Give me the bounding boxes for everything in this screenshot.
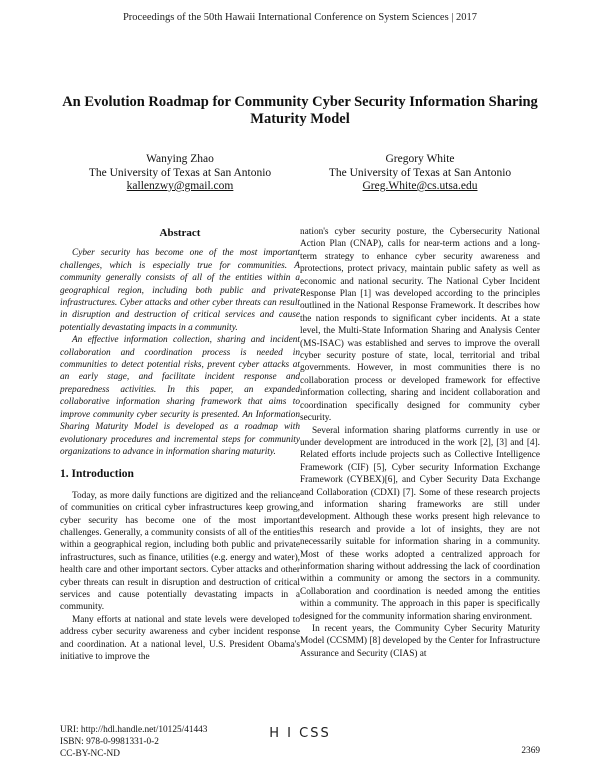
author-affiliation: The University of Texas at San Antonio: [328, 166, 512, 179]
abstract-paragraph: Cyber security has become one of the most important challenges, which is especially true for communities. A community generally consists of all of the entities within a geographical region, including both public and private infrastructures. Cyber attacks and other cyber threats can result in disruption and destruction of critical services and cause potentially devastating impacts in a community.: [60, 248, 300, 333]
author-affiliation: The University of Texas at San Antonio: [88, 166, 272, 179]
author-email[interactable]: kallenzwy@gmail.com: [126, 180, 234, 192]
footer-license: CC-BY-NC-ND: [60, 749, 120, 760]
body-paragraph: Many efforts at national and state levels were developed to address cyber security awareness and cyber incident response and coordination. At a national level, U.S. President Obama's initiative to improve the: [60, 614, 300, 662]
body-paragraph: nation's cyber security posture, the Cybersecurity National Action Plan (CNAP), calls for near-term actions and a long-term strategy to enhance cyber security awareness and protections, protect privacy, maintain public safety as well as economic and national security. The National Cyber Incident Response Plan [1] was developed according to the principles outlined in the National Response Framework. It describes how the nation responds to significant cyber incidents. At a state level, the Multi-State Information Sharing and Analysis Center (MS-ISAC) was established and serves to improve the overall cyber security posture of state, local, territorial and tribal governments. However, in most communities there is no collaboration process or developed framework for effective information collecting, sharing and incident collaboration and coordination specifically designed for community cyber security.: [300, 227, 540, 424]
section-heading: 1. Introduction: [60, 468, 134, 481]
author-2: [300, 153, 540, 194]
body-paragraph: Today, as more daily functions are digitized and the reliance of communities on critical cyber infrastructures keep growing, cyber security has become one of the most important challenges. Generally, a community consists of all of the entities within a geographical region, including both public and private infrastructures, such as finance, utilities (e.g. energy and water), health care and other important sectors. Cyber attacks and other cyber threats can result in disruption and destruction of critical services and cause potentially devastating impacts in a community.: [60, 490, 300, 613]
footer-uri[interactable]: URI: http://hdl.handle.net/10125/41443: [60, 725, 208, 735]
body-paragraph: Several information sharing platforms currently in use or under development are introduced in the work [2], [3] and [4]. Related efforts include projects such as Collective Intelligence Framework (CIF) [5], Cyber security Information Exchange Framework (CYBEX)[6], and Cyber Security Data Exchange and Collaboration (CDXI) [7]. Some of these research projects and information sharing frameworks are still under development. Although these works present high relevance to this research and provide a lot of insights, they are not necessarily suitable for information sharing in a community. Most of these works adopted a centralized approach for information sharing without addressing the lack of coordination within a community or among the sectors in a community. Collaboration and coordination is needed among the entities within a community. The approach in this paper is specifically designed for the community information sharing environment.: [300, 425, 540, 622]
page-number: 2369: [521, 746, 540, 756]
footer-metadata: [60, 724, 207, 761]
author-name: Wanying Zhao: [146, 153, 214, 165]
hicss-logo: H I CSS: [269, 726, 331, 741]
paper-title: An Evolution Roadmap for Community Cyber Security Information Sharing Maturity Model: [62, 94, 538, 127]
author-email[interactable]: Greg.White@cs.utsa.edu: [362, 180, 478, 192]
body-paragraph: In recent years, the Community Cyber Security Maturity Model (CCSMM) [8] developed by the Center for Infrastructure Assurance and Security (CIAS) at: [300, 624, 540, 659]
abstract-heading: Abstract: [159, 227, 201, 239]
author-name: Gregory White: [385, 153, 455, 165]
abstract-paragraph: An effective information collection, sharing and incident collaboration and coordination process is needed in communities to detect potential risks, prevent cyber attacks at an early stage, and facilitate incident response and preparedness activities. In this paper, an expanded collaborative information sharing framework that aims to improve community cyber security is presented. An Information Sharing Maturity Model is developed as a roadmap with evolutionary procedures and incremental steps for community organizations to advance in information sharing maturity.: [60, 335, 300, 457]
author-1: [60, 153, 300, 194]
footer-isbn: ISBN: 978-0-9981331-0-2: [60, 737, 159, 748]
right-column: [300, 226, 540, 660]
proceedings-header: Proceedings of the 50th Hawaii International Conference on System Sciences | 2017: [122, 12, 478, 23]
left-column: [60, 216, 300, 663]
